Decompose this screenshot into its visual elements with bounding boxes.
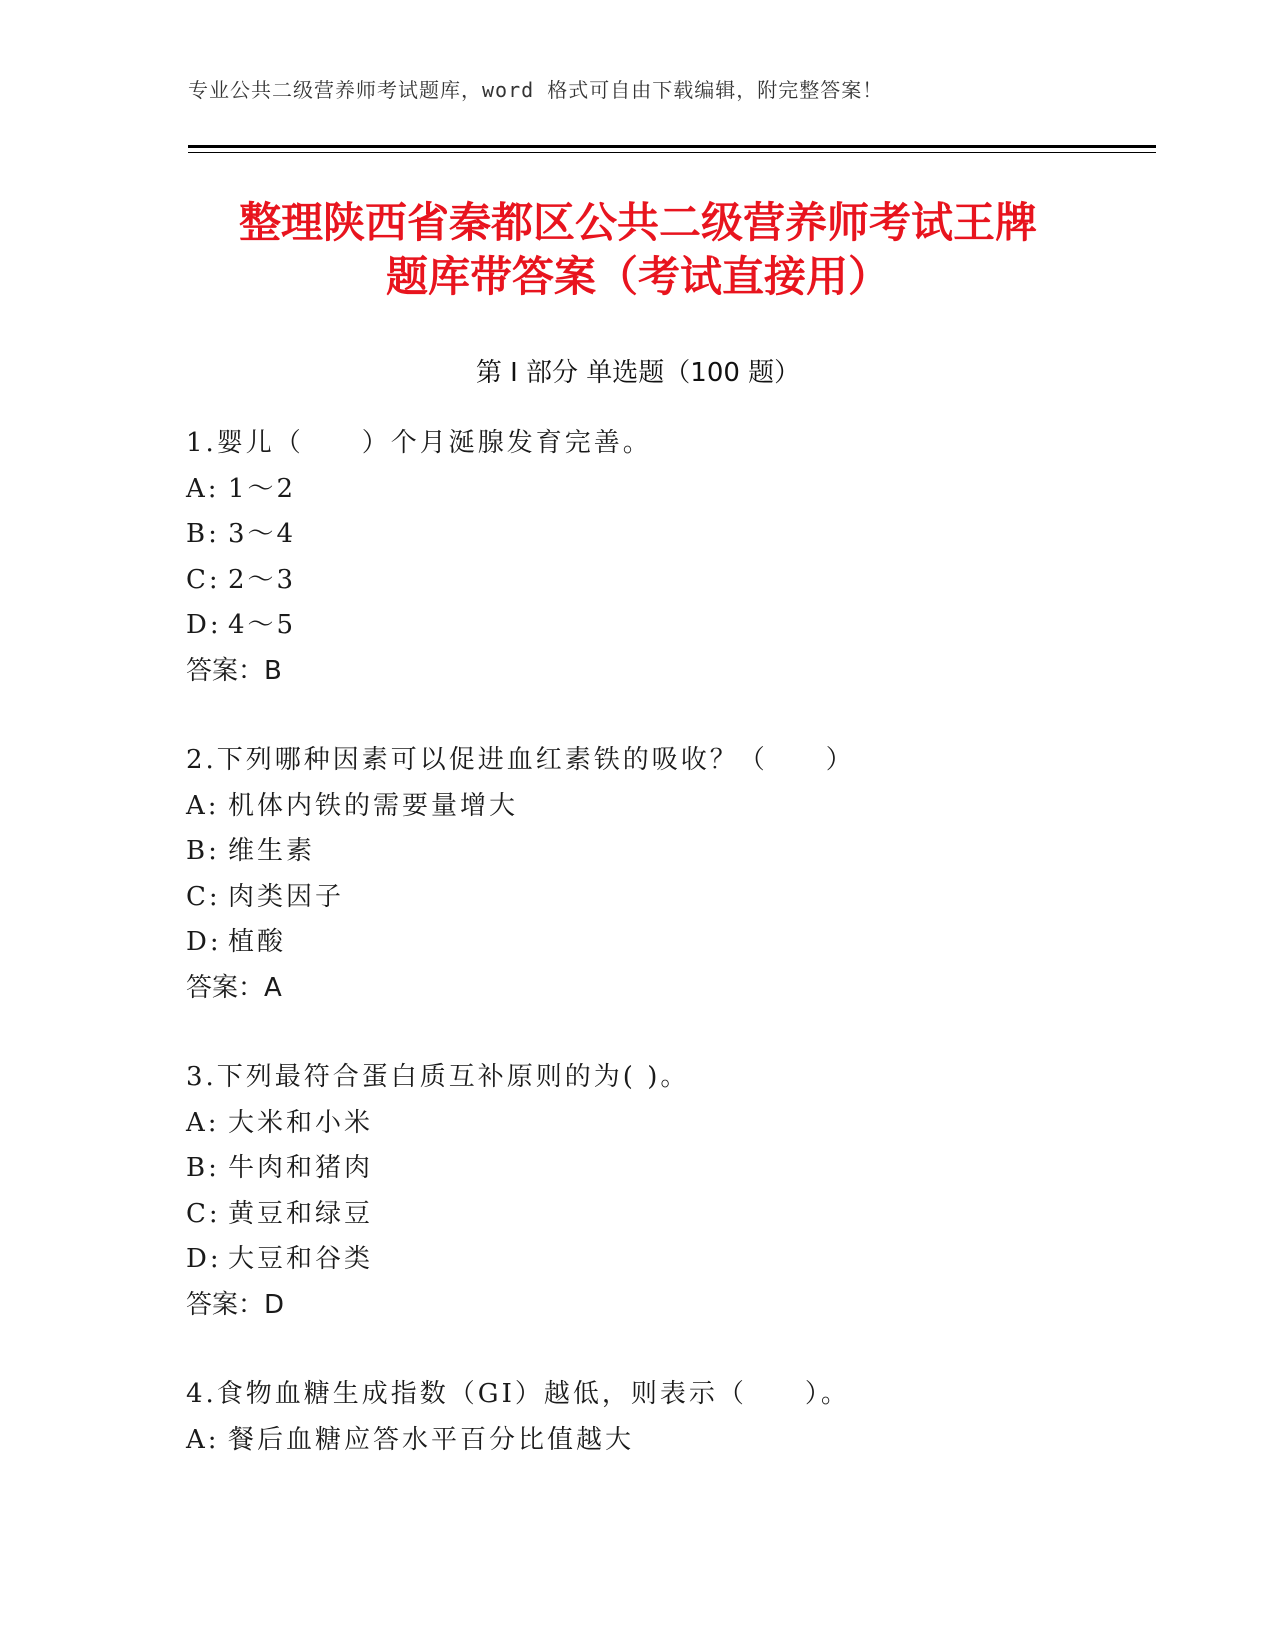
- option-letter: D:: [186, 1244, 222, 1274]
- option-letter: D:: [186, 927, 222, 957]
- header-rule-thin: [188, 152, 1156, 153]
- option-b: [186, 1146, 1146, 1192]
- option-b: [186, 829, 1146, 875]
- option-c: [186, 558, 1146, 604]
- option-d: [186, 1237, 1146, 1283]
- option-text: 4～5: [228, 610, 297, 640]
- option-letter: D:: [186, 610, 222, 640]
- section-title: 第 I 部分 单选题（100 题）: [475, 358, 801, 388]
- option-a: [186, 784, 1146, 830]
- option-letter: B:: [186, 836, 220, 866]
- option-text: 黄豆和绿豆: [228, 1198, 374, 1229]
- question-stem: 3.下列最符合蛋白质互补原则的为( )。: [186, 1062, 690, 1092]
- option-letter: A:: [186, 1424, 220, 1455]
- option-b: [186, 512, 1146, 558]
- answer-line: 答案：B: [186, 655, 282, 686]
- option-letter: C:: [186, 564, 221, 595]
- option-text: 大米和小米: [228, 1107, 374, 1138]
- question-3: [186, 1055, 1146, 1328]
- option-a: [186, 1418, 1146, 1464]
- option-text: 牛肉和猪肉: [228, 1153, 374, 1183]
- title-line-2: 题库带答案（考试直接用）: [385, 252, 890, 301]
- option-letter: B:: [186, 1153, 220, 1183]
- answer-line: 答案：A: [186, 972, 282, 1003]
- option-c: [186, 1192, 1146, 1238]
- option-text: 机体内铁的需要量增大: [228, 790, 519, 821]
- option-letter: C:: [186, 881, 221, 912]
- answer-line: 答案：D: [186, 1289, 285, 1320]
- option-text: 餐后血糖应答水平百分比值越大: [228, 1424, 635, 1455]
- option-d: [186, 920, 1146, 966]
- option-letter: A:: [186, 1107, 220, 1138]
- question-2: [186, 738, 1146, 1011]
- option-letter: A:: [186, 790, 220, 821]
- option-a: [186, 467, 1146, 513]
- question-stem: 2.下列哪种因素可以促进血红素铁的吸收？（ ）: [186, 745, 855, 775]
- option-text: 植酸: [228, 927, 287, 957]
- title-line-1: 整理陕西省秦都区公共二级营养师考试王牌: [238, 198, 1037, 247]
- option-a: [186, 1101, 1146, 1147]
- option-letter: A:: [186, 473, 220, 504]
- question-stem: 1.婴儿（ ）个月涎腺发育完善。: [186, 428, 652, 458]
- document-title: [188, 196, 1088, 304]
- option-c: [186, 875, 1146, 921]
- option-text: 1～2: [228, 473, 297, 504]
- option-text: 维生素: [228, 836, 316, 866]
- option-text: 2～3: [228, 564, 297, 595]
- header-note: 专业公共二级营养师考试题库，word 格式可自由下载编辑，附完整答案！: [188, 78, 884, 102]
- option-d: [186, 603, 1146, 649]
- question-stem: 4.食物血糖生成指数（GI）越低，则表示（ ）。: [186, 1379, 850, 1409]
- option-letter: B:: [186, 519, 220, 549]
- option-text: 大豆和谷类: [228, 1244, 374, 1274]
- question-1: [186, 421, 1146, 694]
- option-letter: C:: [186, 1198, 221, 1229]
- header-rule-thick: [188, 145, 1156, 148]
- question-4: [186, 1372, 1146, 1463]
- option-text: 3～4: [228, 519, 297, 549]
- option-text: 肉类因子: [228, 881, 345, 912]
